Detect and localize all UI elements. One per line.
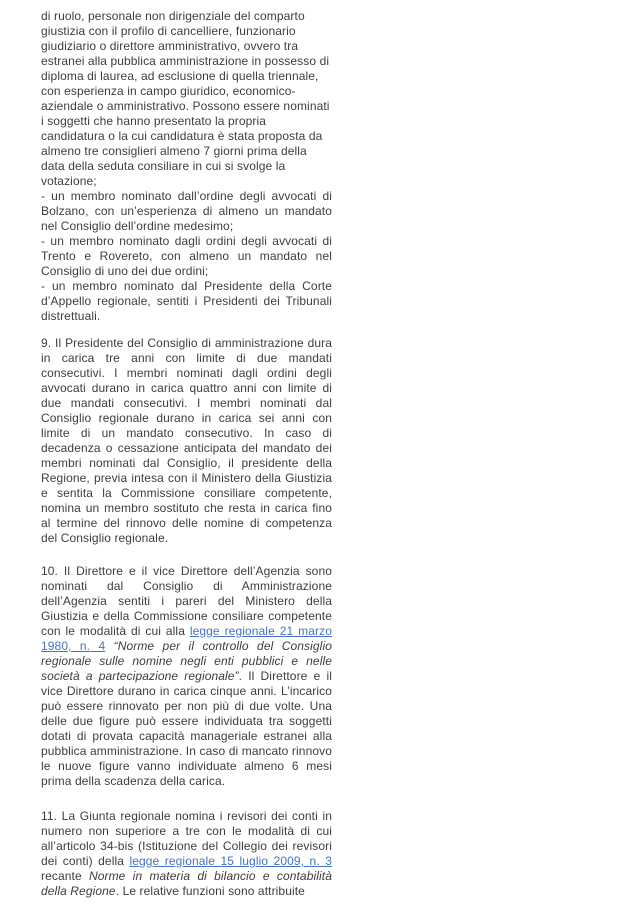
paragraph-9: [41, 336, 332, 546]
text-run: [105, 639, 113, 653]
legal-reference-link[interactable]: legge regionale 21 marzo 1980, n. 4: [41, 624, 332, 653]
text-run: 10. Il Direttore e il vice Direttore dell’Agenzia sono nominati dal Consiglio di Amministrazione dell’Agenzia sentiti i pareri del Ministero della Giustizia e della Commissione consiliare competente con le modalità di cui alla: [41, 564, 332, 638]
text-run: - un membro nominato dall’ordine degli avvocati di Bolzano, con un’esperienza di almeno un mandato nel Consiglio dell’ordine medesimo;: [41, 189, 332, 233]
text-run: 11. La Giunta regionale nomina i revisori dei conti in numero non superiore a tre con le modalità di cui all’articolo 34-bis (Istituzione del Collegio dei revisori dei conti) della: [41, 809, 332, 868]
text-run: - un membro nominato dal Presidente della Corte d’Appello regionale, sentiti i Presidenti dei Tribunali distrettuali.: [41, 279, 332, 323]
list-item-membro-ordine-bolzano: [41, 189, 332, 234]
text-run: “Norme per il controllo del Consiglio regionale sulle nomine negli enti pubblici e nelle società a partecipazione regionale”: [41, 639, 332, 683]
paragraph-10: [41, 564, 332, 789]
paragraph-11: [41, 809, 332, 899]
legal-reference-link[interactable]: legge regionale 15 luglio 2009, n. 3: [129, 854, 332, 868]
text-run: 9. Il Presidente del Consiglio di amministrazione dura in carica tre anni con limite di due mandati consecutivi. I membri nominati dagli ordini degli avvocati durano in carica quattro anni con limite di due mandati consecutivi. I membri nominati dal Consiglio regionale durano in carica sei anni con limite di un mandato consecutivo. In caso di decadenza o cessazione anticipata del mandato dei membri nominati dal Consiglio, il presidente della Regione, previa intesa con il Ministero della Giustizia e sentita la Commissione consiliare competente, nomina un membro sostituto che resta in carica fino al termine del rinnovo delle nomine di competenza del Consiglio regionale.: [41, 336, 332, 545]
text-run: di ruolo, personale non dirigenziale del comparto giustizia con il profilo di cancelliere, funzionario giudiziario o direttore amministrativo, ovvero tra estranei alla pubblica amministrazione in possesso di diploma di laurea, ad esclusione di quella triennale, con esperienza in campo giuridico, economico-aziendale o amministrativo. Possono essere nominati i soggetti che hanno presentato la propria candidatura o la cui candidatura è stata proposta da almeno tre consiglieri almeno 7 giorni prima della data della seduta consiliare in cui si svolge la votazione;: [41, 9, 330, 188]
list-item-membro-ordini-trento-rovereto: [41, 234, 332, 279]
text-run: . Il Direttore e il vice Direttore durano in carica cinque anni. L’incarico può essere rinnovato per non più di due volte. Una delle due figure può essere individuata tra soggetti dotati di provata capacità manageriale estranei alla pubblica amministrazione. In caso di mancato rinnovo le nuove figure vanno individuate almeno 6 mesi prima della scadenza della carica.: [41, 669, 332, 788]
text-run: . Le relative funzioni sono attribuite: [115, 884, 305, 898]
document-text-column: [41, 9, 332, 899]
text-run: recante: [41, 869, 89, 883]
list-item-membro-presidente-corte-appello: [41, 279, 332, 324]
text-run: Norme in materia di bilancio e contabilità della Regione: [41, 869, 332, 898]
text-run: - un membro nominato dagli ordini degli avvocati di Trento e Rovereto, con almeno un mandato nel Consiglio di uno dei due ordini;: [41, 234, 332, 278]
paragraph-8-continuation: [41, 9, 332, 189]
